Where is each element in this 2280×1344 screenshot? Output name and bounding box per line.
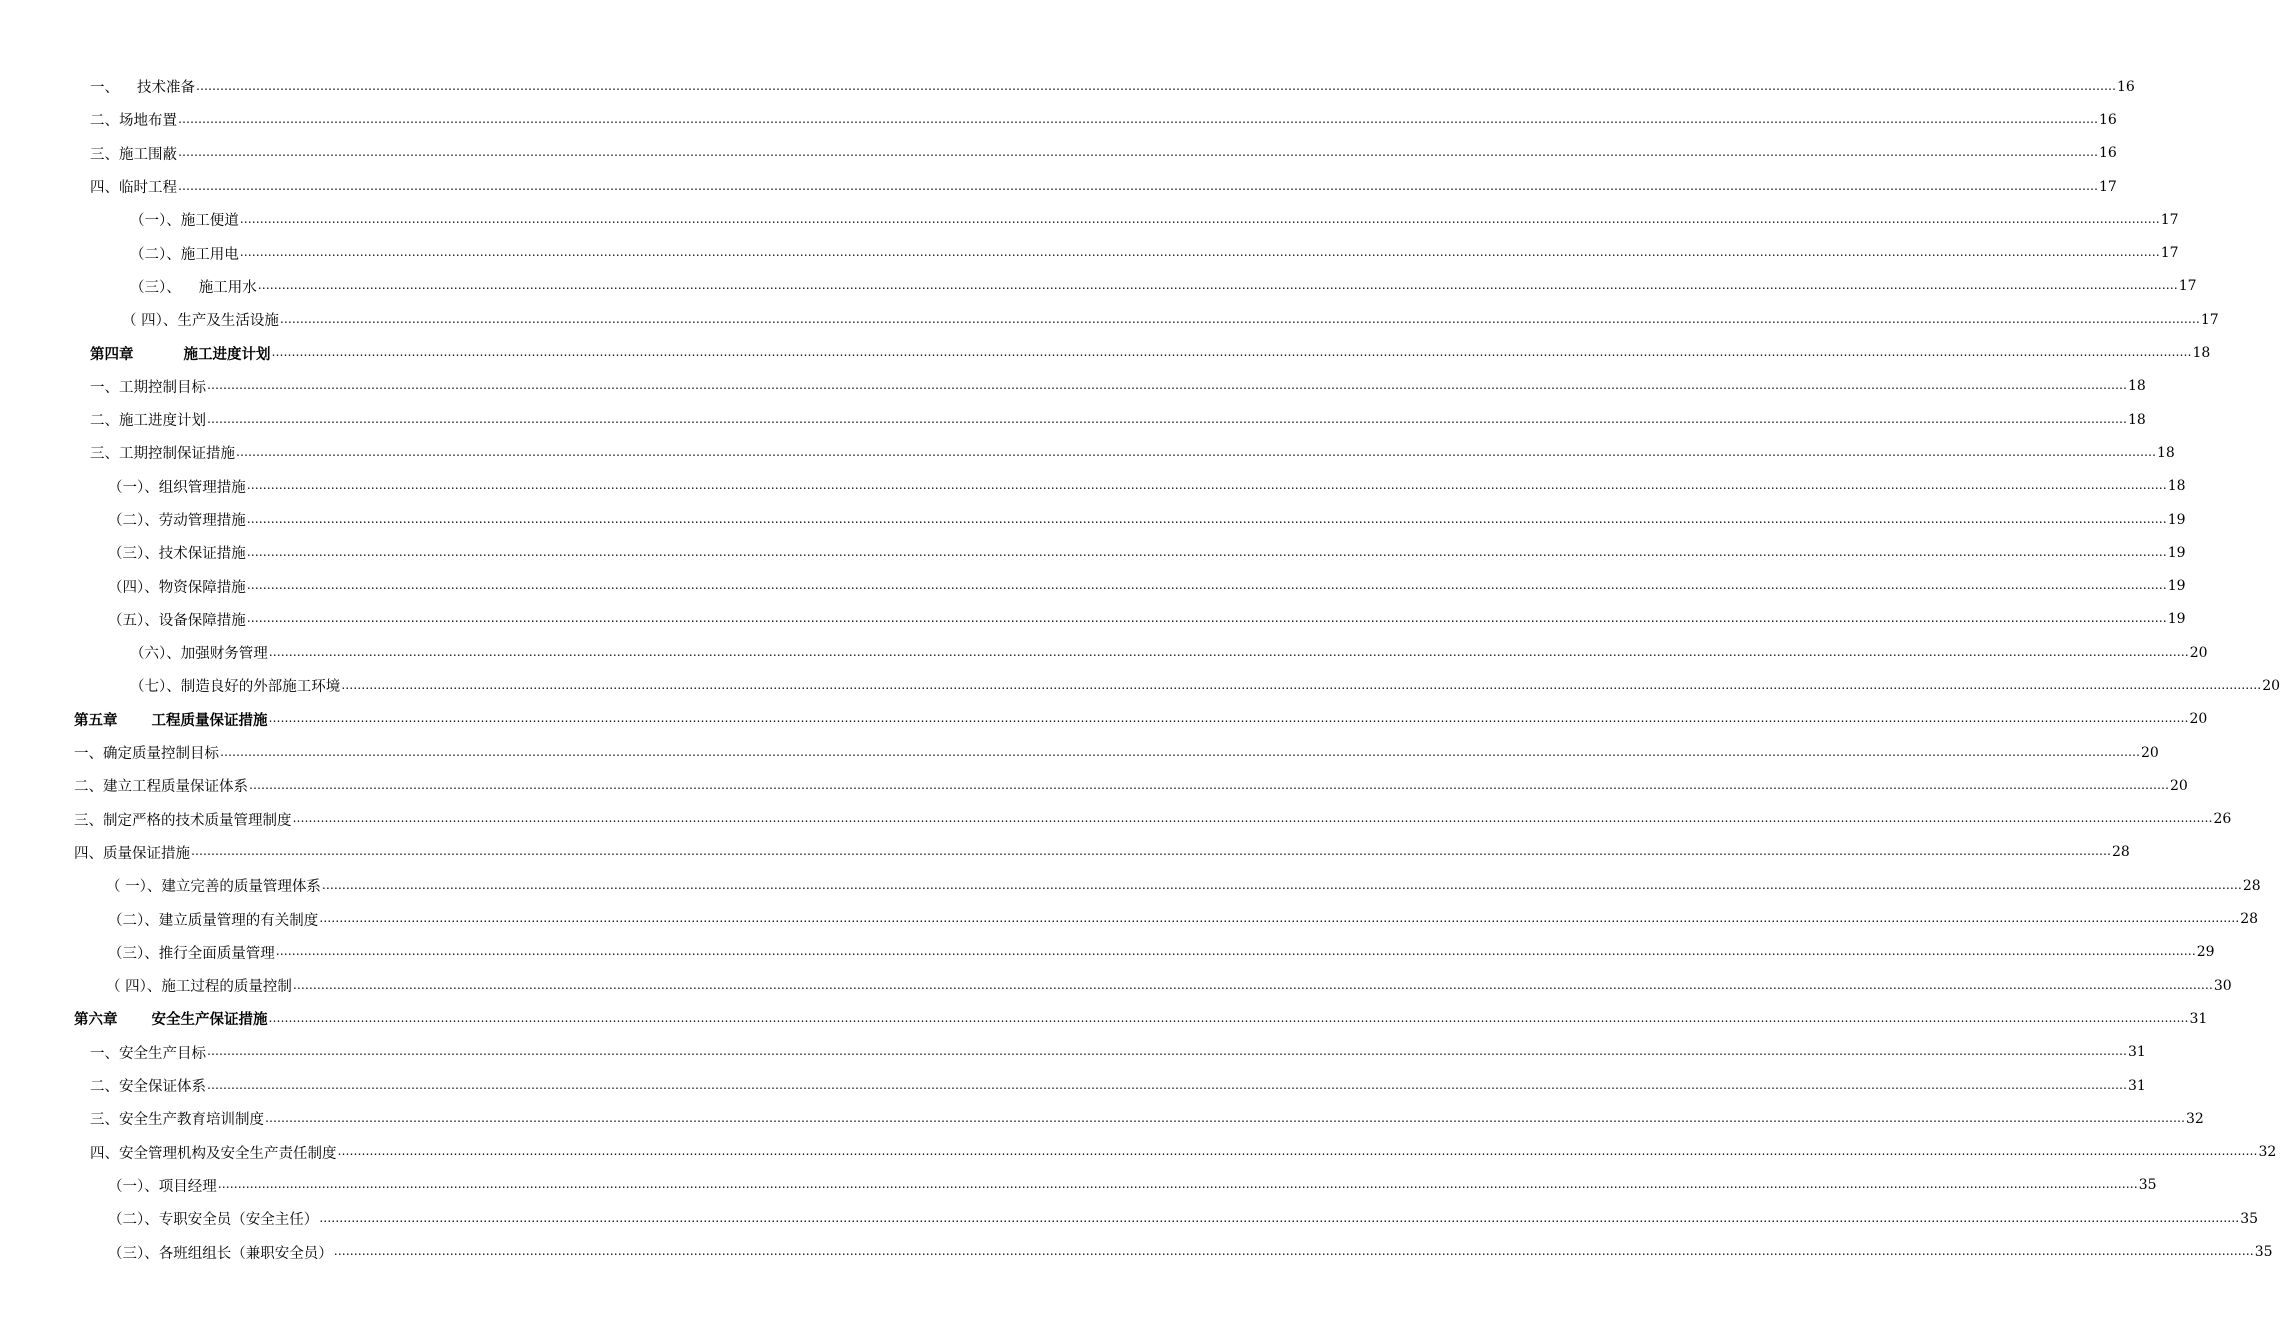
toc-entry[interactable]: [0, 569, 2186, 602]
toc-dot-leader: …………………………………………………………………………………………………………………………………………………………………………………………………………………………………………………………………………………………………………………………………………………………………………………………………………………………………………: [246, 611, 2167, 626]
toc-entry[interactable]: [0, 1235, 2273, 1268]
toc-page-number: 19: [2167, 511, 2186, 528]
toc-entry-label-prefix: （二）、劳动管理措施: [108, 513, 246, 529]
toc-entry-label: [130, 243, 239, 264]
toc-entry[interactable]: [0, 969, 2232, 1002]
toc-dot-leader: …………………………………………………………………………………………………………………………………………………………………………………………………………………………………………………………………………………………………………………………………………………………………………………………………………………………………………: [341, 677, 2262, 692]
toc-entry-label: [108, 909, 318, 930]
toc-entry-label-prefix: 第五章: [74, 711, 118, 729]
toc-entry-label-prefix: （ 四）、生产及生活设施: [122, 313, 279, 330]
toc-entry-label-prefix: 一、安全生产目标: [90, 1045, 206, 1062]
toc-entry-label: [90, 109, 177, 130]
toc-dot-leader: …………………………………………………………………………………………………………………………………………………………………………………………………………………………………………………………………………………………………………………………………………………………………………………………………………………………………………: [246, 578, 2167, 593]
toc-entry-label: [108, 1208, 318, 1229]
toc-entry-label-prefix: 一、确定质量控制目标: [74, 746, 219, 763]
toc-chapter-entry[interactable]: [0, 336, 2211, 369]
toc-entry-label-prefix: （二）、建立质量管理的有关制度: [108, 912, 319, 929]
toc-page-number: 18: [2128, 411, 2146, 428]
toc-entry-label-prefix: （三）、各班组组长（兼职安全员）: [108, 1245, 333, 1262]
toc-dot-leader: …………………………………………………………………………………………………………………………………………………………………………………………………………………………………………………………………………………………………………………………………………………………………………………………………………………………………………: [191, 844, 2111, 859]
toc-entry-label: [90, 343, 271, 364]
toc-entry[interactable]: [0, 1036, 2146, 1069]
toc-entry[interactable]: [0, 170, 2117, 203]
toc-entry-label-prefix: 二、安全保证体系: [90, 1079, 206, 1096]
toc-entry-label: [108, 609, 246, 630]
toc-entry-label: [108, 1175, 217, 1196]
toc-entry[interactable]: [0, 736, 2159, 769]
toc-dot-leader: …………………………………………………………………………………………………………………………………………………………………………………………………………………………………………………………………………………………………………………………………………………………………………………………………………………………………………: [275, 944, 2196, 959]
toc-page-number: 29: [2196, 944, 2215, 961]
toc-entry-label: [130, 276, 257, 297]
toc-entry[interactable]: [0, 536, 2186, 569]
toc-page-number: 19: [2167, 578, 2186, 595]
toc-entry-label: [74, 1008, 268, 1029]
toc-dot-leader: …………………………………………………………………………………………………………………………………………………………………………………………………………………………………………………………………………………………………………………………………………………………………………………………………………………………………………: [178, 111, 2098, 126]
toc-page-number: 28: [2242, 877, 2261, 894]
toc-entry-label: [74, 709, 268, 730]
toc-dot-leader: …………………………………………………………………………………………………………………………………………………………………………………………………………………………………………………………………………………………………………………………………………………………………………………………………………………………………………: [196, 78, 2116, 93]
toc-entry-label: [122, 309, 279, 330]
toc-entry-label: [108, 576, 246, 597]
toc-entry-label-prefix: 三、安全生产教育培训制度: [90, 1112, 264, 1129]
toc-dot-leader: …………………………………………………………………………………………………………………………………………………………………………………………………………………………………………………………………………………………………………………………………………………………………………………………………………………………………………: [246, 478, 2167, 493]
toc-entry-label-prefix: （一）、施工便道: [130, 213, 239, 230]
toc-page-number: 35: [2138, 1177, 2157, 1194]
toc-entry-label-prefix: （ 四）、施工过程的质量控制: [106, 979, 292, 996]
toc-page-number: 20: [2170, 777, 2188, 794]
toc-page-number: 16: [2099, 111, 2117, 128]
toc-entry-label-prefix: （七）、制造良好的外部施工环境: [130, 679, 341, 696]
toc-page-number: 17: [2160, 211, 2179, 228]
toc-dot-leader: …………………………………………………………………………………………………………………………………………………………………………………………………………………………………………………………………………………………………………………………………………………………………………………………………………………………………………: [217, 1177, 2138, 1192]
toc-entry-label-prefix: （四）、物资保障措施: [108, 579, 246, 596]
toc-entry-label-prefix: 二、施工进度计划: [90, 413, 206, 430]
toc-dot-leader: …………………………………………………………………………………………………………………………………………………………………………………………………………………………………………………………………………………………………………………………………………………………………………………………………………………………………………: [268, 1010, 2189, 1025]
toc-dot-leader: …………………………………………………………………………………………………………………………………………………………………………………………………………………………………………………………………………………………………………………………………………………………………………………………………………………………………………: [246, 511, 2167, 526]
toc-entry-label-prefix: 四、质量保证措施: [74, 845, 190, 862]
toc-entry-label-prefix: （二）、专职安全员（安全主任）: [108, 1212, 319, 1229]
toc-entry-label-title: 施工进度计划: [183, 345, 271, 363]
toc-entry-label-prefix: （六）、加强财务管理: [130, 646, 268, 663]
toc-chapter-entry[interactable]: [0, 1002, 2208, 1035]
toc-entry-label: [90, 1042, 206, 1063]
toc-page-number: 35: [2254, 1244, 2273, 1261]
toc-entry[interactable]: [0, 403, 2146, 436]
toc-dot-leader: …………………………………………………………………………………………………………………………………………………………………………………………………………………………………………………………………………………………………………………………………………………………………………………………………………………………………………: [207, 411, 2127, 426]
toc-page-number: 28: [2240, 911, 2259, 928]
toc-page-number: 28: [2112, 844, 2130, 861]
toc-entry-label: [108, 942, 275, 963]
toc-dot-leader: …………………………………………………………………………………………………………………………………………………………………………………………………………………………………………………………………………………………………………………………………………………………………………………………………………………………………………: [239, 211, 2160, 226]
toc-entry-label: [130, 675, 340, 696]
toc-page-number: 17: [2160, 245, 2179, 262]
toc-entry[interactable]: [0, 270, 2197, 303]
toc-entry[interactable]: [0, 1202, 2259, 1235]
toc-entry[interactable]: [0, 1069, 2146, 1102]
toc-dot-leader: …………………………………………………………………………………………………………………………………………………………………………………………………………………………………………………………………………………………………………………………………………………………………………………………………………………………………………: [249, 777, 2169, 792]
toc-entry-label: [74, 809, 292, 830]
toc-page-number: 17: [2099, 178, 2117, 195]
toc-dot-leader: …………………………………………………………………………………………………………………………………………………………………………………………………………………………………………………………………………………………………………………………………………………………………………………………………………………………………………: [265, 1110, 2185, 1125]
toc-entry[interactable]: [0, 869, 2261, 902]
toc-page-number: 30: [2213, 977, 2232, 994]
toc-entry[interactable]: [0, 436, 2175, 469]
toc-page-number: 19: [2167, 611, 2186, 628]
toc-dot-leader: …………………………………………………………………………………………………………………………………………………………………………………………………………………………………………………………………………………………………………………………………………………………………………………………………………………………………………: [337, 1144, 2258, 1159]
toc-entry-label: [74, 842, 190, 863]
toc-entry-label-prefix: 一、: [90, 80, 119, 97]
toc-entry[interactable]: [0, 836, 2130, 869]
toc-page-number: 18: [2192, 345, 2211, 362]
toc-entry-label: [108, 542, 246, 563]
toc-dot-leader: …………………………………………………………………………………………………………………………………………………………………………………………………………………………………………………………………………………………………………………………………………………………………………………………………………………………………………: [220, 744, 2140, 759]
toc-entry-label-prefix: 二、建立工程质量保证体系: [74, 779, 248, 796]
toc-entry[interactable]: [0, 470, 2186, 503]
toc-entry-label: [108, 1242, 333, 1263]
toc-entry[interactable]: [0, 669, 2280, 702]
toc-page-number: 26: [2213, 811, 2232, 828]
toc-entry-label-prefix: 三、制定严格的技术质量管理制度: [74, 812, 292, 829]
toc-entry-label: [90, 1108, 264, 1129]
toc-dot-leader: …………………………………………………………………………………………………………………………………………………………………………………………………………………………………………………………………………………………………………………………………………………………………………………………………………………………………………: [333, 1244, 2254, 1259]
toc-dot-leader: …………………………………………………………………………………………………………………………………………………………………………………………………………………………………………………………………………………………………………………………………………………………………………………………………………………………………………: [268, 644, 2189, 659]
toc-entry[interactable]: [0, 70, 2135, 103]
toc-dot-leader: …………………………………………………………………………………………………………………………………………………………………………………………………………………………………………………………………………………………………………………………………………………………………………………………………………………………………………: [292, 977, 2213, 992]
toc-entry-label-prefix: 二、场地布置: [90, 113, 177, 130]
toc-entry-label: [90, 409, 206, 430]
toc-entry-label: [106, 975, 292, 996]
toc-dot-leader: …………………………………………………………………………………………………………………………………………………………………………………………………………………………………………………………………………………………………………………………………………………………………………………………………………………………………………: [268, 711, 2189, 726]
toc-entry[interactable]: [0, 936, 2215, 969]
toc-entry-label: [130, 209, 239, 230]
toc-entry-label-title: 工程质量保证措施: [151, 711, 268, 729]
toc-page-number: 17: [2178, 278, 2197, 295]
toc-entry[interactable]: [0, 769, 2188, 802]
toc-entry-label-prefix: （一）、组织管理措施: [108, 479, 246, 496]
toc-entry[interactable]: [0, 370, 2146, 403]
toc-page-number: 16: [2117, 78, 2135, 95]
table-of-contents: [0, 70, 2280, 1269]
toc-entry-label-prefix: （三）、: [130, 279, 181, 296]
toc-dot-leader: …………………………………………………………………………………………………………………………………………………………………………………………………………………………………………………………………………………………………………………………………………………………………………………………………………………………………………: [319, 911, 2240, 926]
toc-entry[interactable]: [0, 603, 2186, 636]
toc-entry[interactable]: [0, 636, 2208, 669]
toc-page-number: 18: [2128, 378, 2146, 395]
toc-dot-leader: …………………………………………………………………………………………………………………………………………………………………………………………………………………………………………………………………………………………………………………………………………………………………………………………………………………………………………: [319, 1210, 2240, 1225]
toc-entry[interactable]: [0, 1169, 2157, 1202]
toc-entry-label: [90, 1075, 206, 1096]
toc-entry[interactable]: [0, 103, 2117, 136]
toc-page-number: 18: [2167, 478, 2186, 495]
toc-dot-leader: …………………………………………………………………………………………………………………………………………………………………………………………………………………………………………………………………………………………………………………………………………………………………………………………………………………………………………: [207, 378, 2127, 393]
toc-entry-label-prefix: （ 一）、建立完善的质量管理体系: [106, 879, 321, 896]
toc-page-number: 31: [2128, 1077, 2146, 1094]
toc-entry-label: [90, 143, 177, 164]
toc-page-number: 18: [2157, 444, 2175, 461]
toc-entry-label-prefix: 第四章: [90, 345, 134, 363]
toc-entry-label-prefix: 三、施工围蔽: [90, 146, 177, 163]
toc-dot-leader: …………………………………………………………………………………………………………………………………………………………………………………………………………………………………………………………………………………………………………………………………………………………………………………………………………………………………………: [207, 1077, 2127, 1092]
toc-entry[interactable]: [0, 503, 2186, 536]
toc-page-number: 20: [2189, 644, 2208, 661]
toc-entry[interactable]: [0, 902, 2259, 935]
toc-entry-label-prefix: 四、临时工程: [90, 180, 177, 197]
toc-page-number: 17: [2200, 311, 2219, 328]
toc-entry[interactable]: [0, 803, 2232, 836]
toc-page-number: 31: [2128, 1044, 2146, 1061]
toc-page-number: 20: [2141, 744, 2159, 761]
toc-entry-label-prefix: （三）、技术保证措施: [108, 546, 246, 563]
toc-entry-label: [130, 642, 268, 663]
toc-dot-leader: …………………………………………………………………………………………………………………………………………………………………………………………………………………………………………………………………………………………………………………………………………………………………………………………………………………………………………: [292, 811, 2213, 826]
toc-entry[interactable]: [0, 303, 2219, 336]
toc-entry-label: [106, 875, 321, 896]
toc-entry-label: [90, 376, 206, 397]
toc-page-number: 32: [2186, 1110, 2204, 1127]
toc-entry-label-prefix: （三）、推行全面质量管理: [108, 945, 275, 962]
toc-entry-label-prefix: 第六章: [74, 1011, 118, 1029]
toc-chapter-entry[interactable]: [0, 703, 2208, 736]
toc-entry[interactable]: [0, 203, 2179, 236]
toc-page-number: 20: [2262, 677, 2280, 694]
toc-entry-label-prefix: 三、工期控制保证措施: [90, 446, 235, 463]
toc-dot-leader: …………………………………………………………………………………………………………………………………………………………………………………………………………………………………………………………………………………………………………………………………………………………………………………………………………………………………………: [239, 245, 2160, 260]
toc-page-number: 20: [2189, 711, 2208, 728]
toc-dot-leader: …………………………………………………………………………………………………………………………………………………………………………………………………………………………………………………………………………………………………………………………………………………………………………………………………………………………………………: [178, 145, 2098, 160]
toc-entry-label-prefix: （二）、施工用电: [130, 246, 239, 263]
toc-entry-label-prefix: （一）、项目经理: [108, 1178, 217, 1195]
toc-dot-leader: …………………………………………………………………………………………………………………………………………………………………………………………………………………………………………………………………………………………………………………………………………………………………………………………………………………………………………: [321, 877, 2242, 892]
toc-page-number: 16: [2099, 145, 2117, 162]
toc-dot-leader: …………………………………………………………………………………………………………………………………………………………………………………………………………………………………………………………………………………………………………………………………………………………………………………………………………………………………………: [178, 178, 2098, 193]
toc-entry-label: [108, 509, 246, 530]
toc-page-number: 31: [2189, 1010, 2208, 1027]
toc-entry-label: [90, 442, 235, 463]
toc-page-number: 35: [2240, 1210, 2259, 1227]
toc-entry-label: [74, 742, 219, 763]
toc-entry[interactable]: [0, 137, 2117, 170]
toc-entry[interactable]: [0, 1136, 2277, 1169]
toc-entry-label-prefix: （五）、设备保障措施: [108, 612, 246, 629]
toc-entry-label-prefix: 一、工期控制目标: [90, 379, 206, 396]
toc-dot-leader: …………………………………………………………………………………………………………………………………………………………………………………………………………………………………………………………………………………………………………………………………………………………………………………………………………………………………………: [257, 278, 2178, 293]
toc-entry-label: [90, 76, 195, 97]
toc-entry[interactable]: [0, 236, 2179, 269]
toc-entry-label-title: 施工用水: [198, 279, 257, 296]
toc-dot-leader: …………………………………………………………………………………………………………………………………………………………………………………………………………………………………………………………………………………………………………………………………………………………………………………………………………………………………………: [207, 1044, 2127, 1059]
toc-entry-label: [74, 775, 248, 796]
toc-entry-label-title: 技术准备: [137, 80, 195, 97]
toc-entry-label-title: 安全生产保证措施: [151, 1011, 268, 1029]
toc-entry-label-prefix: 四、安全管理机构及安全生产责任制度: [90, 1145, 337, 1162]
toc-dot-leader: …………………………………………………………………………………………………………………………………………………………………………………………………………………………………………………………………………………………………………………………………………………………………………………………………………………………………………: [236, 444, 2156, 459]
toc-page-number: 19: [2167, 544, 2186, 561]
toc-dot-leader: …………………………………………………………………………………………………………………………………………………………………………………………………………………………………………………………………………………………………………………………………………………………………………………………………………………………………………: [271, 345, 2192, 360]
toc-dot-leader: …………………………………………………………………………………………………………………………………………………………………………………………………………………………………………………………………………………………………………………………………………………………………………………………………………………………………………: [279, 311, 2200, 326]
toc-entry-label: [90, 1142, 337, 1163]
toc-entry-label: [90, 176, 177, 197]
toc-entry-label: [108, 476, 246, 497]
toc-dot-leader: …………………………………………………………………………………………………………………………………………………………………………………………………………………………………………………………………………………………………………………………………………………………………………………………………………………………………………: [246, 544, 2167, 559]
toc-entry[interactable]: [0, 1102, 2204, 1135]
toc-page-number: 32: [2258, 1144, 2277, 1161]
